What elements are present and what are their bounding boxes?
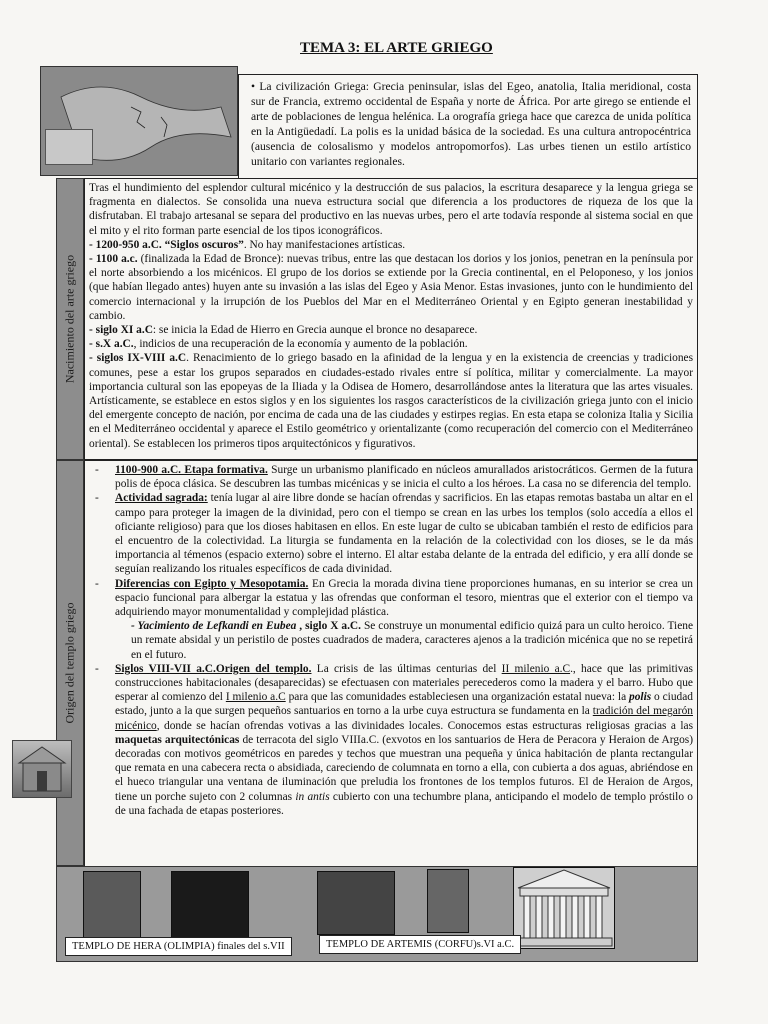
sub-item: - Yacimiento de Lefkandi en Eubea , siglo X a.C. Se construye un monumental edificio quizá para un culto heroico. Tiene un remate absidal y un peristilo de postes cuadrados de madera, caracteres ajenos a la tradición micénica que no se repetirá en el futuro. <box>131 620 693 661</box>
temple-facade-graphic <box>514 868 614 948</box>
intro-text: • La civilización Griega: Grecia peninsular, islas del Egeo, anatolia, Italia meridional, costa sur de Francia, extremo occidental de España y norte de África. Por arte girego se entiende el arte de poblaciones de lengua helénica. La orografía griega hace que carezca de unida política en la Antigüedadí. La polis es la unidad básica de la sociedad. Es una cultura antropocéntrica (ausencia de colosalismo y modelos antropomorfos). Las urbes tienen un estilo artístico unitario con variantes regionales. <box>238 74 698 178</box>
caption-hera: TEMPLO DE HERA (OLIMPIA) finales del s.VII <box>65 937 292 956</box>
list-item: - 1100-900 a.C. Etapa formativa. Surge un urbanismo planificado en núcleos amurallados aristocráticos. Germen de la futura polis de época clásica. Se descubren las tumbas micénicas y se inicia el culto a los héroes. La casa no se diferencia del templo. <box>95 464 693 491</box>
image-band <box>56 866 698 962</box>
temple-section-image <box>427 869 469 933</box>
list-item: - Diferencias con Egipto y Mesopotamia. En Grecia la morada divina tiene proporciones humanas, en su interior se crea un espacio funcional para albergar la estatua y las ofrendas que conforman el tesoro, mientras que el exterior con el tiempo va adquiriendo mayor monumentalidad y complejidad plástica. <box>95 577 694 619</box>
list-item: - Actividad sagrada: tenía lugar al aire libre donde se hacían ofrendas y sacrificios. En las etapas remotas bastaba un altar en el campo para proteger la imagen de la divinidad, pero con el tiempo se crean en las urbes los templos (solo accedía a ellos el oficiante religioso) para que los dioses habitasen en ellos. En este lugar de culto se ubicaban también el resto de edificios para el encuentro de la colectividad. La liturgia se fundamenta en la relación de la colectividad con los dioses, se le da más importancia al témenos (espacio externo) sobre el interno. El altar estaba delante de la entrada del edificio, y era allí donde se seguían realizando los rituales específicos de cada divinidad. <box>95 492 693 576</box>
side-label-nacimiento <box>56 178 84 460</box>
section-origen <box>84 460 698 868</box>
page-title: TEMA 3: EL ARTE GRIEGO <box>300 40 493 56</box>
temple-photo-image <box>171 871 249 939</box>
map-legend <box>45 129 93 165</box>
temple-model-image <box>12 740 72 798</box>
side-label-text: Nacimiento del arte griego <box>62 254 77 384</box>
side-label-text: Origen del templo griego <box>62 602 77 724</box>
temple-model-graphic <box>13 741 71 797</box>
list-item: - 1200-950 a.C. “Siglos oscuros”. No hay manifestaciones artísticas. <box>89 238 406 251</box>
map-image <box>40 66 238 176</box>
list-item: - 1100 a.c. (finalizada la Edad de Bronce): nuevas tribus, entre las que destacan los dorios y los jonios, penetran en la península por el norte absorbiendo a los micénicos. El grupo de los dorios se extiende por la Grecia continental, en el Peloponeso, y los jonios (que habían llegado antes) huyen ante su invasión a las islas del Egeo y Asia Menor. Estas invasiones, junto con le hundimiento del comercio internacional y la irrupción de los Pueblos del Mar en el Mediterráneo Oriental y en Egipto generan inestabilidad y cambio. <box>89 253 693 322</box>
list-item: - Siglos VIII-VII a.C.Origen del templo. La crisis de las últimas centurias del II milenio a.C., hace que las primitivas construcciones habitacionales (desaparecidas) se efectuasen con materiales perecederos como la madera y el barro. Hubo que esperar al comienzo del I milenio a.C para que las comunidades estableciesen una organización estatal nueva: la polis o ciudad estado, junto a la que surgen pequeños santuarios en torno a la urbe cuya estructura se fundamenta en la tradición del megarón micénico, donde se hacían ofrendas votivas a las divinidades locales. Conocemos estas estructuras religiosas gracias a las maquetas arquitectónicas de terracota del siglo VIIIa.C. (exvotos en los santuarios de Hera de Peracora y Heraion de Argos) decoradas con motivos geométricos en paredes y techos que muestran una pequeña y única habitación de planta rectangular que remata en una cabecera recta o absidiada, careciendo de columnata en torno a ella, con cubierta a dos aguas, abriéndose en el hueco triangular una ventana de iluminación que preludia los frontones de los templos futuros. El de Heraion de Argos, tiene un porche sujeto con 2 columnas in antis cubierto con una techumbre plana, anticipando el modelo de templo próstilo o de una fachada de etapas posteriores. <box>95 662 693 817</box>
section-nacimiento <box>84 178 698 460</box>
list-item: - s.X a.C., indicios de una recuperación de la economía y aumento de la población. <box>89 338 468 351</box>
temple-plan-image <box>317 871 395 935</box>
temple-facade-image <box>513 867 615 949</box>
side-label-origen <box>56 460 84 866</box>
list-item: - siglos IX-VIII a.C. Renacimiento de lo griego basado en la afinidad de la lengua y en la existencia de creencias y tradiciones comunes, pese a estar los grupos separados en ciudades-estado rivales entre sí política, militar y comercialmente. La mayor importancia cultural son las epopeyas de la Iliada y la Odisea de Homero, desarrollándose antes la literatura que las artes visuales. Artísticamente, se establece en estos siglos y en los siguientes los rasgos característicos de la civilización griega junto con el inicio del emergente concepto de nación, por encima de cada una de las ciudades y estirpes regias. En esta etapa se coloniza Italia y Sicilia en el Mediterráneo occidental y aparece el Estilo geométrico y orientalizante (como recuperación del comercio con el Mediterráneo oriental). Se establecen los primeros tipos arquitectónicos y figurativos. <box>89 352 694 450</box>
temple-plan-image <box>83 871 141 939</box>
caption-artemis: TEMPLO DE ARTEMIS (CORFU)s.VI a.C. <box>319 935 521 954</box>
paragraph: Tras el hundimiento del esplendor cultural micénico y la destrucción de sus palacios, la escritura desaparece y la lengua griega se fragmenta en dialectos. Se consolida una nueva estructura social que diferencia a los productores de riqueza de los que la disfrutaban. El trabajo artesanal se separa del productivo en las nuevas urbes, pero el arte todavía responde al sistema social en que el mito y el rito forman parte esencial de los tipos iconográficos. <box>89 182 693 237</box>
list-item: - siglo XI a.C: se inicia la Edad de Hierro en Grecia aunque el bronce no desaparece. <box>89 324 478 337</box>
